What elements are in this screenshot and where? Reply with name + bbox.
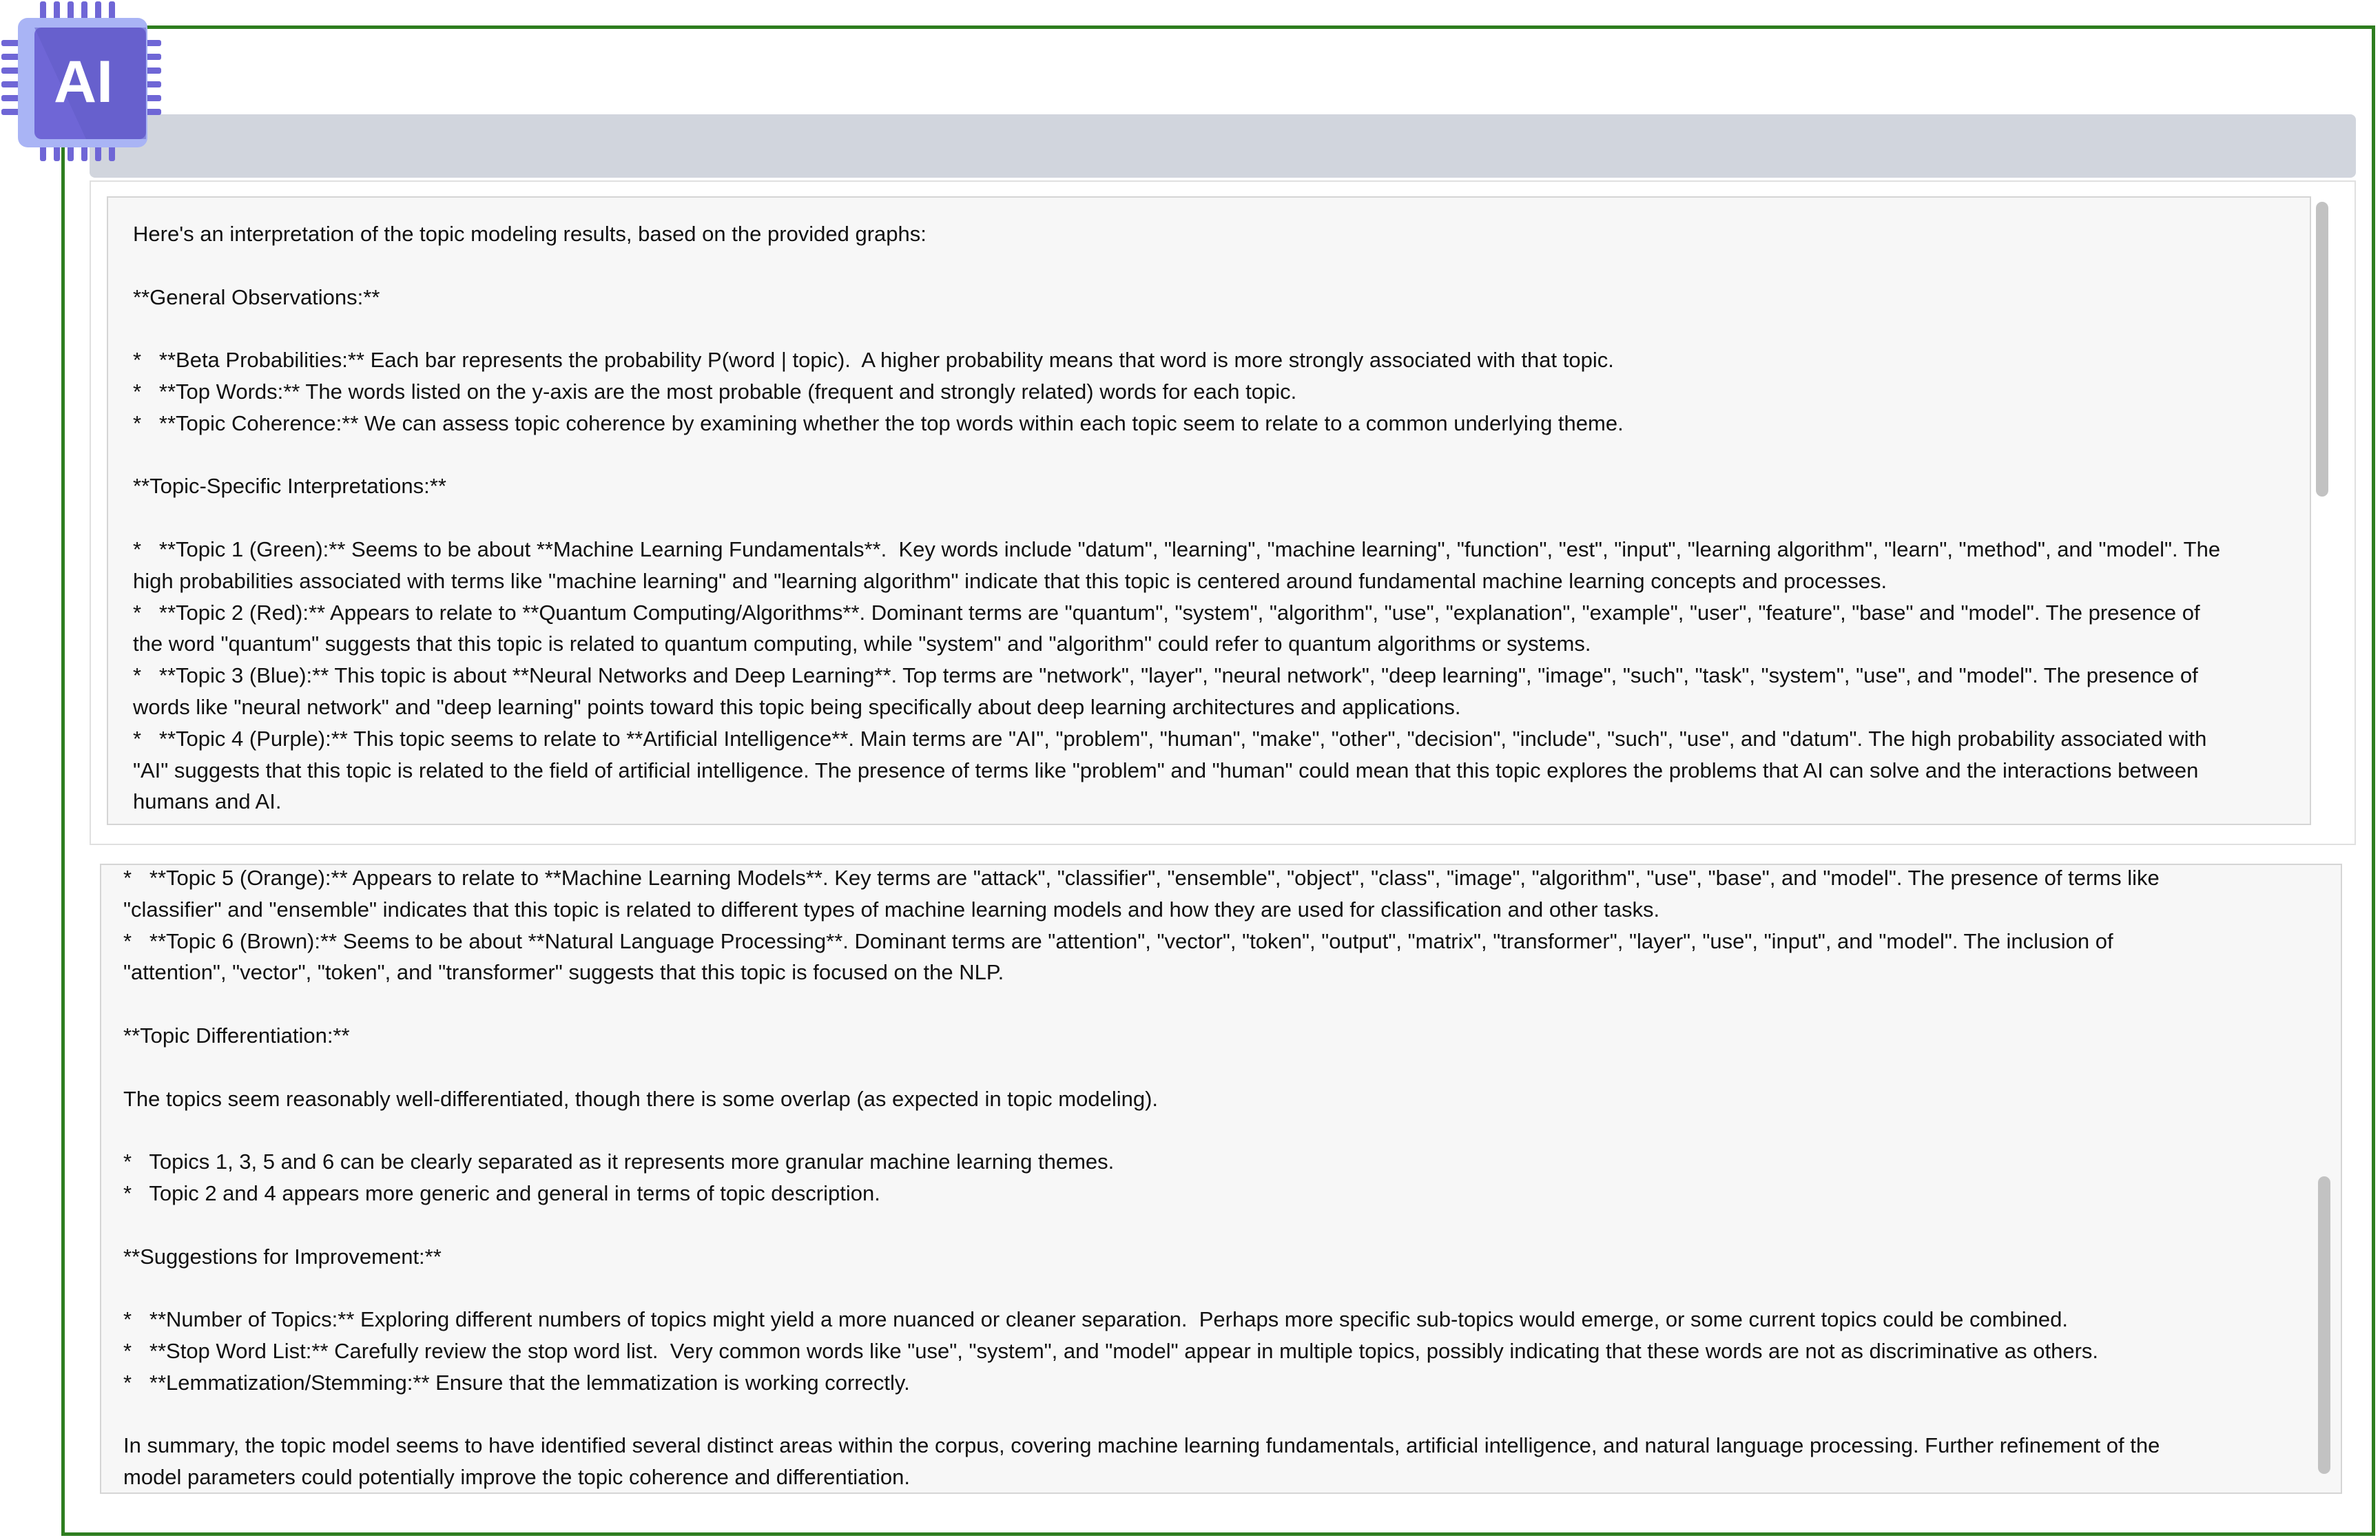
logo-text: AI (54, 49, 113, 115)
header-bar (90, 114, 2356, 178)
text-line (133, 313, 2311, 344)
text-line: high probabilities associated with terms like "machine learning" and "learning algorithm" indicate that this topic is centered around fundamental machine learning concepts and processes. (133, 568, 1887, 593)
text-line: * **Stop Word List:** Carefully review the stop word list. Very common words like "use", "system", and "model" appear in multiple topics, possibly indicating that these words are not as discriminative as others. (123, 1338, 2099, 1363)
text-line (123, 1209, 2328, 1241)
text-line: **Suggestions for Improvement:** (123, 1244, 442, 1269)
text-line: the word "quantum" suggests that this topic is related to quantum computing, while "system" and "algorithm" could refer to quantum algorithms or systems. (133, 632, 1591, 656)
text-line: * **Topic 6 (Brown):** Seems to be about **Natural Language Processing**. Dominant terms are "attention", "vector", "token", "output", "matrix", "transformer", "layer", "use", "input", and "model". The inclusion of (123, 928, 2113, 953)
text-line: * Topics 1, 3, 5 and 6 can be clearly separated as it represents more granular machine learning themes. (123, 1149, 1115, 1174)
text-line: In summary, the topic model seems to have identified several distinct areas within the corpus, covering machine learning fundamentals, artificial intelligence, and natural language processing. Further refinement of the (123, 1433, 2160, 1458)
scrollbar-top[interactable] (2316, 202, 2328, 497)
text-line: * **Topic 3 (Blue):** This topic is about **Neural Networks and Deep Learning**. Top terms are "network", "layer", "neural network", "deep learning", "image", "such", "task", "system", "use", and "model". The presence of (133, 663, 2198, 688)
text-line: * **Topic 2 (Red):** Appears to relate to **Quantum Computing/Algorithms**. Dominant terms are "quantum", "system", "algorithm", "use", "explanation", "example", "user", "feature", "base" and "model". The presence of (133, 600, 2200, 625)
response-panel-bottom[interactable] (100, 864, 2342, 1494)
ai-chip-logo-icon (0, 0, 165, 165)
text-line: * **Top Words:** The words listed on the y-axis are the most probable (frequent and strongly related) words for each topic. (133, 379, 1297, 404)
text-line: * **Lemmatization/Stemming:** Ensure that the lemmatization is working correctly. (123, 1370, 910, 1395)
text-line (123, 988, 2328, 1020)
text-line: words like "neural network" and "deep learning" points toward this topic being specifically about deep learning architectures and applications. (133, 694, 1461, 719)
text-line (123, 1272, 2328, 1304)
text-line: "attention", "vector", "token", and "transformer" suggests that this topic is focused on the NLP. (123, 960, 1004, 985)
text-line: * **Beta Probabilities:** Each bar represents the probability P(word | topic). A higher probability means that word is more strongly associated with that topic. (133, 348, 1614, 373)
text-line: * **Topic Coherence:** We can assess topic coherence by examining whether the top words within each topic seem to relate to a common underlying theme. (133, 410, 1624, 435)
text-line: * Topic 2 and 4 appears more generic and general in terms of topic description. (123, 1180, 880, 1205)
text-line (133, 250, 2311, 282)
text-line: **Topic Differentiation:** (123, 1023, 350, 1048)
text-line (123, 1399, 2328, 1430)
scrollbar-bottom[interactable] (2318, 1176, 2330, 1474)
text-line: "classifier" and "ensemble" indicates that this topic is related to different types of machine learning models and how they are used for classification and other tasks. (123, 897, 1660, 922)
text-line: * **Topic 4 (Purple):** This topic seems to relate to **Artificial Intelligence**. Main terms are "AI", "problem", "human", "make", "other", "decision", "include", "such", "use", and "datum". The high probability associated with (133, 726, 2207, 751)
text-line: model parameters could potentially improve the topic coherence and differentiation. (123, 1465, 910, 1490)
text-line: humans and AI. (133, 789, 282, 814)
text-line: Here's an interpretation of the topic modeling results, based on the provided graphs: (133, 222, 927, 246)
text-line: * **Number of Topics:** Exploring different numbers of topics might yield a more nuanced or cleaner separation. Perhaps more specific sub-topics would emerge, or some current topics could be combined. (123, 1307, 2068, 1332)
text-line (123, 1114, 2328, 1146)
text-line: * **Topic 1 (Green):** Seems to be about **Machine Learning Fundamentals**. Key words include "datum", "learning", "machine learning", "function", "est", "input", "learning algorithm", "learn", "method", and "model". The (133, 537, 2221, 561)
text-line (123, 1052, 2328, 1083)
text-line: * **Topic 5 (Orange):** Appears to relate to **Machine Learning Models**. Key terms are "attack", "classifier", "ensemble", "object", "class", "image", "algorithm", "use", "base", and "model". The presence of terms like (123, 866, 2160, 890)
text-line: The topics seem reasonably well-differentiated, though there is some overlap (as expected in topic modeling). (123, 1086, 1159, 1111)
response-panel-top[interactable] (107, 196, 2311, 825)
response-text-bottom (123, 864, 2328, 1493)
text-line (133, 502, 2311, 534)
text-line (133, 439, 2311, 471)
response-text-top (133, 218, 2311, 818)
text-line: **Topic-Specific Interpretations:** (133, 474, 446, 499)
text-line: "AI" suggests that this topic is related to the field of artificial intelligence. The presence of terms like "problem" and "human" could mean that this topic explores the problems that AI can solve and the interactions between (133, 758, 2199, 782)
text-line: **General Observations:** (133, 284, 380, 309)
